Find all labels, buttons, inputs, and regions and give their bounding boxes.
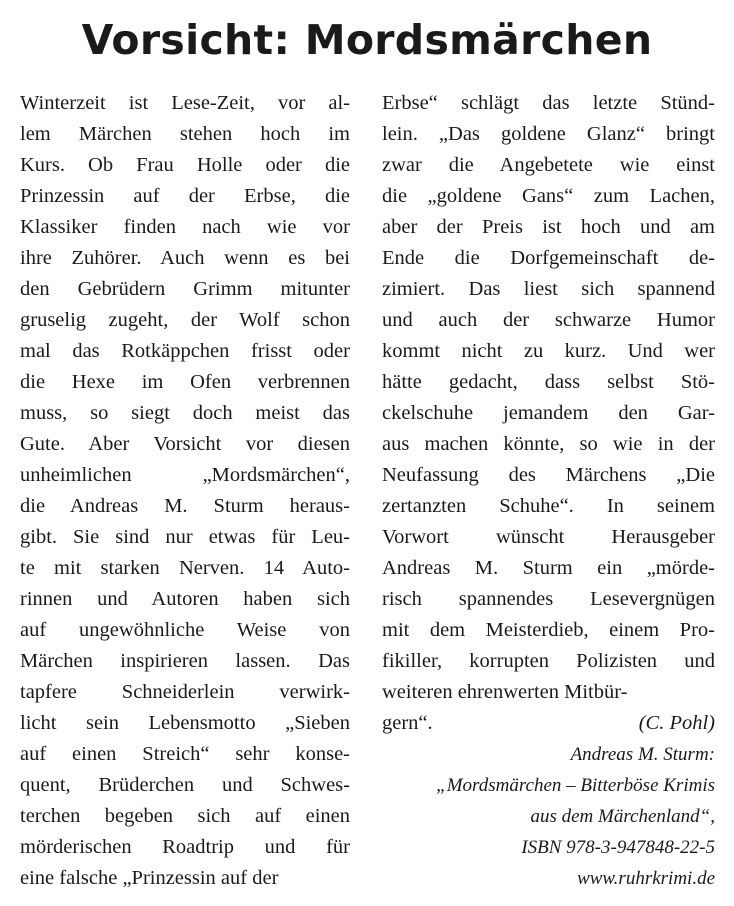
right-text-line: weiteren ehrenwerten Mitbür-	[382, 681, 628, 703]
left-text-line: Prinzessin auf der Erbse, die	[20, 185, 350, 207]
left-text-line: unheimlichen „Mordsmärchen“,	[20, 464, 350, 486]
right-text-line: zimiert. Das liest sich spannend	[382, 278, 715, 300]
closing-line	[382, 708, 715, 739]
left-text-line: ihre Zuhörer. Auch wenn es bei	[20, 247, 350, 269]
left-text-line: auf ungewöhnliche Weise von	[20, 619, 350, 641]
right-text-line: Andreas M. Sturm ein „mörde-	[382, 557, 715, 579]
left-text-line: gibt. Sie sind nur etwas für Leu-	[20, 526, 350, 548]
right-text-line: zertanzten Schuhe“. In seinem	[382, 495, 715, 517]
book-info-line: aus dem Märchenland“,	[530, 806, 715, 827]
left-text-line: tapfere Schneiderlein verwirk-	[20, 681, 350, 703]
left-text-line: gruselig zugeht, der Wolf schon	[20, 309, 350, 331]
left-text-line: Winterzeit ist Lese-Zeit, vor al-	[20, 92, 350, 114]
left-text-line: rinnen und Autoren haben sich	[20, 588, 350, 610]
right-text-line: ckelschuhe jemandem den Gar-	[382, 402, 715, 424]
left-text-line: den Gebrüdern Grimm mitunter	[20, 278, 350, 300]
right-text-line: und auch der schwarze Humor	[382, 309, 715, 331]
left-text-line: Kurs. Ob Frau Holle oder die	[20, 154, 350, 176]
right-text-line: risch spannendes Lesevergnügen	[382, 588, 715, 610]
left-text-line: licht sein Lebensmotto „Sieben	[20, 712, 350, 734]
left-text-line: die Andreas M. Sturm heraus-	[20, 495, 350, 517]
right-text-line: Neufassung des Märchens „Die	[382, 464, 715, 486]
book-info-line: Andreas M. Sturm:	[570, 744, 715, 765]
right-text-line: mit dem Meisterdieb, einem Pro-	[382, 619, 715, 641]
left-text-line: Klassiker finden nach wie vor	[20, 216, 350, 238]
left-text-line: eine falsche „Prinzessin auf der	[20, 867, 279, 889]
book-info-line: ISBN 978-3-947848-22-5	[521, 837, 715, 858]
left-text-line: mal das Rotkäppchen frisst oder	[20, 340, 350, 362]
right-text-line: hätte gedacht, dass selbst Stö-	[382, 371, 715, 393]
left-text-line: muss, so siegt doch meist das	[20, 402, 350, 424]
closing-fragment: gern“.	[382, 712, 433, 734]
left-text-line: terchen begeben sich auf einen	[20, 805, 350, 827]
left-text-line: te mit starken Nerven. 14 Auto-	[20, 557, 350, 579]
author-credit: (C. Pohl)	[638, 712, 715, 734]
left-text-line: lem Märchen stehen hoch im	[20, 123, 350, 145]
right-text-line: Vorwort wünscht Herausgeber	[382, 526, 715, 548]
right-column	[382, 88, 715, 894]
headline: Vorsicht: Mordsmärchen	[81, 16, 653, 64]
left-column	[20, 88, 350, 894]
right-text-line: kommt nicht zu kurz. Und wer	[382, 340, 715, 362]
right-column-text	[382, 88, 715, 708]
book-info-line: „Mordsmärchen – Bitterböse Krimis	[436, 775, 715, 796]
left-text-line: quent, Brüderchen und Schwes-	[20, 774, 350, 796]
right-text-line: die „goldene Gans“ zum Lachen,	[382, 185, 715, 207]
right-text-line: zwar die Angebetete wie einst	[382, 154, 715, 176]
left-text-line: Gute. Aber Vorsicht vor diesen	[20, 433, 350, 455]
book-info-line: www.ruhrkrimi.de	[577, 868, 715, 889]
left-text-line: auf einen Streich“ sehr konse-	[20, 743, 350, 765]
right-text-line: aber der Preis ist hoch und am	[382, 216, 715, 238]
right-text-line: lein. „Das goldene Glanz“ bringt	[382, 123, 715, 145]
book-info	[382, 739, 715, 894]
right-text-line: Erbse“ schlägt das letzte Stünd-	[382, 92, 715, 114]
left-text-line: die Hexe im Ofen verbrennen	[20, 371, 350, 393]
right-text-line: Ende die Dorfgemeinschaft de-	[382, 247, 715, 269]
right-text-line: fikiller, korrupten Polizisten und	[382, 650, 715, 672]
left-text-line: mörderischen Roadtrip und für	[20, 836, 350, 858]
right-text-line: aus machen könnte, so wie in der	[382, 433, 715, 455]
left-text-line: Märchen inspirieren lassen. Das	[20, 650, 350, 672]
